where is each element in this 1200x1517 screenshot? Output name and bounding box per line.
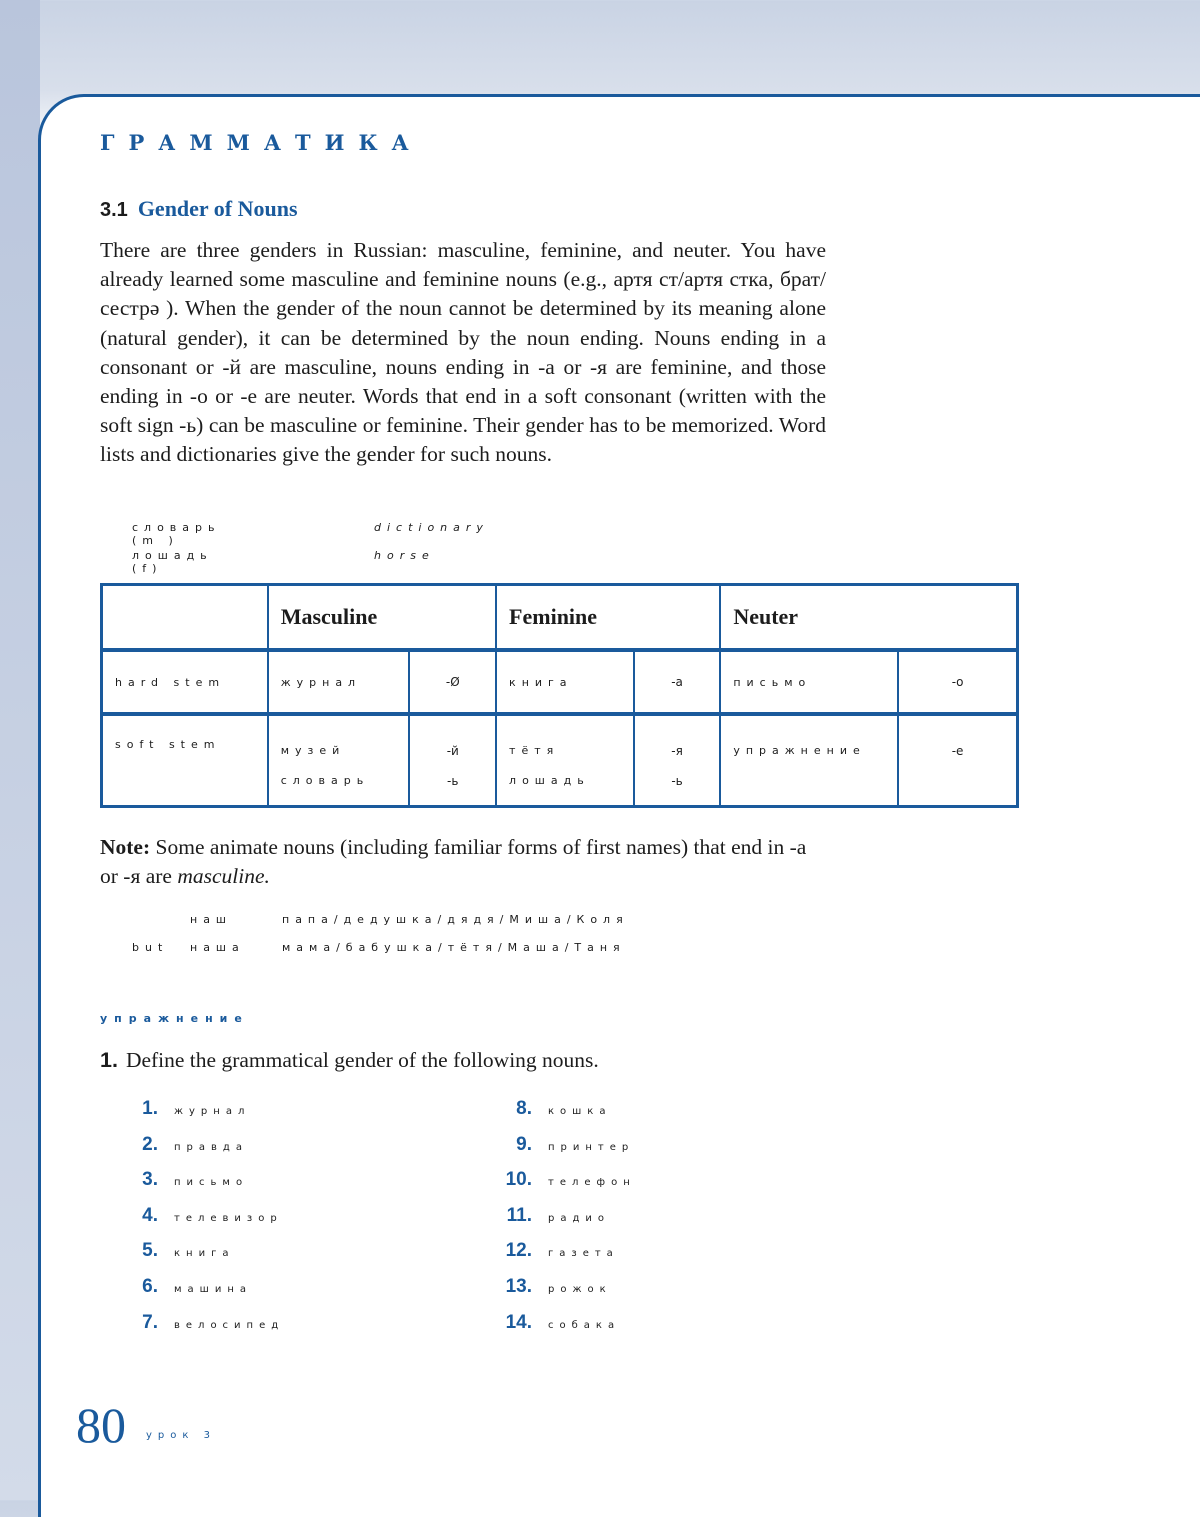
item-number: 11. [506,1204,532,1226]
item-number: 3. [142,1169,158,1191]
item-word: принтер [548,1141,635,1153]
item-word: письмо [174,1177,249,1189]
row-label-hard: hard stem [102,650,268,714]
item-word: журнал [174,1106,251,1117]
item-number: 5. [142,1240,158,1262]
soft-fem-words [496,714,634,806]
soft-fem-word: тётя [509,744,560,757]
intro-paragraph: There are three genders in Russian: masculine, feminine, and neuter. You have already learned some masculine and feminine nouns (e.g., артя ст/артя стка, брат/сестрə ). When the gender of the noun cannot be determined by its meaning alone (natural gender), it can be determined by the noun ending. Nouns ending in a consonant or -й are masculine, nouns ending in -а or -я are feminine, and those ending in -о or -е are neuter. Words that end in a soft consonant (written with the soft sign -ь) can be masculine or feminine. Their gender has to be memorized. Word lists and dictionaries give the gender for such nouns. [100,238,826,467]
header-neuter: Neuter [720,585,1017,651]
item-word: велосипед [174,1319,285,1331]
soft-masc-words [268,714,410,806]
heading-title: Gender of Nouns [137,196,298,221]
hard-neut-word: письмо [720,650,898,714]
item-word: газета [548,1248,619,1260]
item-word: собака [548,1319,621,1331]
item-word: радио [548,1212,611,1224]
task-number: 1. [100,1048,118,1072]
item-word: машина [174,1283,252,1295]
soft-masc-word: музей [280,744,346,757]
soft-masc-ending: -ь [447,774,459,788]
side-band [0,0,40,1500]
header-feminine: Feminine [496,585,720,651]
example-english: dictionary [374,521,489,534]
item-number: 7. [142,1311,158,1333]
item-number: 12. [505,1240,532,1262]
item-number: 10. [505,1169,532,1191]
note-text: Some animate nouns (including familiar forms of first names) that end in -а or -я are [100,835,807,888]
section-heading [100,196,298,222]
soft-masc-ending: -й [446,744,459,758]
row-label-soft: soft stem [102,714,268,806]
hard-neut-ending: -о [898,650,1017,714]
note-example-nouns: папа/дедушка/дядя/Миша/Коля [282,913,629,926]
example-english: horse [374,549,435,562]
header-masculine: Masculine [268,585,496,651]
example-russian: лошадь (f) [132,549,213,575]
item-number: 13. [505,1275,532,1297]
section-label: ГРАММАТИКА [100,130,423,155]
exercise-task [100,1048,599,1073]
note-example-prefix: but [132,941,169,954]
soft-neut-ending-cell [898,714,1017,806]
table-corner [102,585,268,651]
soft-masc-endings [409,714,496,806]
item-number: 8. [516,1098,532,1119]
note-example-nouns: мама/бабушка/тётя/Маша/Таня [282,941,626,954]
note-paragraph [100,833,826,891]
page-number: 80 [76,1397,126,1453]
hard-fem-ending: -а [634,650,721,714]
note-label: Note: [100,835,151,859]
item-word: книга [174,1248,235,1260]
note-example-possessive: наш [190,913,232,926]
soft-neut-word: упражнение [733,744,866,757]
soft-neut-word-cell [720,714,898,806]
hard-fem-word: книга [496,650,634,714]
hard-masc-word: журнал [268,650,410,714]
item-number: 2. [142,1133,158,1155]
exercise-label: упражнение [100,1012,249,1025]
soft-masc-word: словарь [280,774,370,787]
task-text: Define the grammatical gender of the following nouns. [125,1048,599,1072]
item-word: телефон [548,1177,636,1189]
soft-fem-endings [634,714,721,806]
gender-table [100,583,1019,808]
item-number: 4. [142,1204,158,1226]
item-word: рожок [548,1283,612,1295]
hard-masc-ending: -Ø [409,650,496,714]
example-russian: словарь (m ) [132,521,221,547]
item-word: правда [174,1141,248,1153]
note-italic: masculine. [177,864,270,888]
lesson-label: урок 3 [146,1430,216,1441]
heading-number: 3.1 [100,199,128,221]
item-word: кошка [548,1106,612,1117]
soft-fem-ending: -ь [671,774,683,788]
item-number: 9. [516,1133,532,1155]
item-word: телевизор [174,1212,283,1224]
item-number: 1. [142,1098,158,1119]
soft-fem-word: лошадь [509,774,590,787]
item-number: 14. [505,1311,532,1333]
item-number: 6. [142,1275,158,1297]
note-example-possessive: наша [190,941,245,954]
soft-fem-ending: -я [671,744,683,758]
soft-neut-ending: -е [951,744,964,758]
